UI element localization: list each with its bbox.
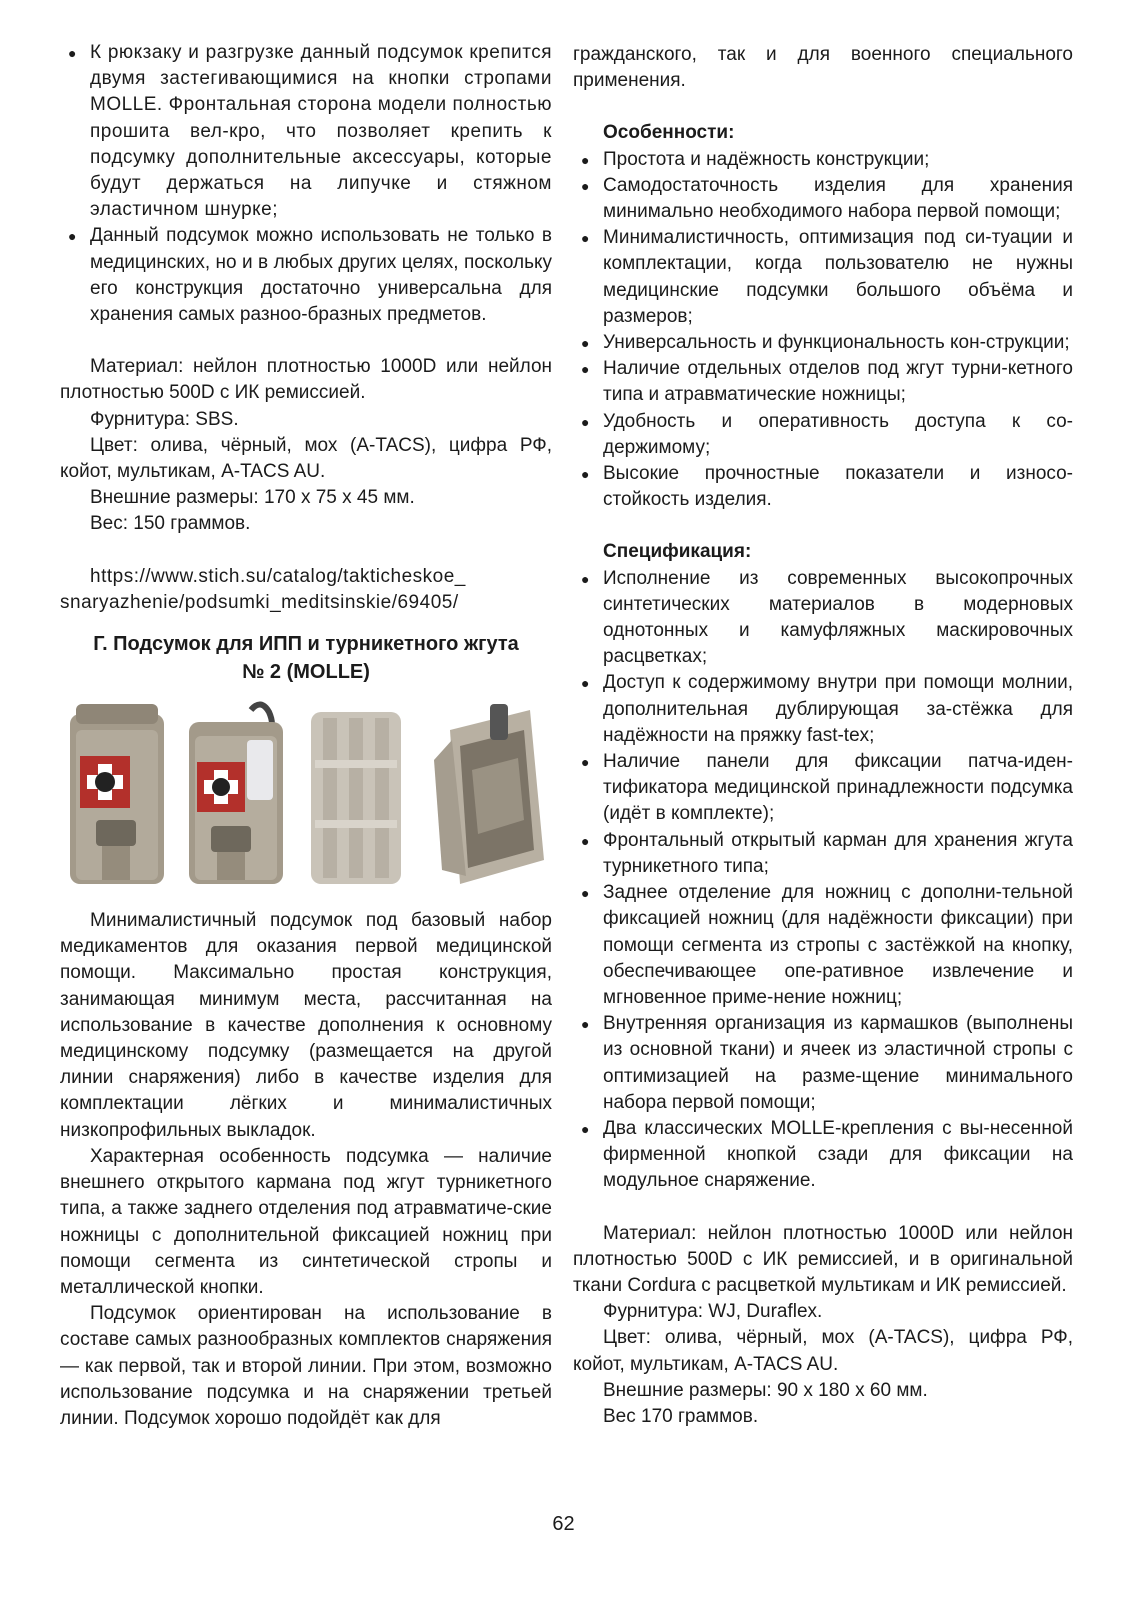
description-paragraph: Характерная особенность подсумка — наличие внешнего открытого кармана под жгут турникетного типа, а также заднего отделения под атравматиче-ские ножницы с дополнительной фиксацией ножниц при помощи сегмента из синтетической стропы и металлической кнопки. [60, 1145, 552, 1298]
dimensions-text: Внешние размеры: 170 х 75 х 45 мм. [90, 487, 415, 509]
list-item: ● Данный подсумок можно использовать не только в медицинских, но и в любых других целях, поскольку его конструкция достаточно универсальна для хранения самых разноо-бразных предметов. [60, 223, 552, 328]
list-item: ● Высокие прочностные показатели и износо-стойкость изделия. [573, 461, 1073, 513]
source-link-continued[interactable]: snaryazhenie/podsumki_meditsinskie/69405/ [60, 591, 459, 613]
pouch-interior-photo [420, 700, 550, 888]
color-text: Цвет: олива, чёрный, мох (A-TACS), цифра РФ, койот, мультикам, A-TACS AU. [573, 1327, 1073, 1375]
list-item: ● Два классических MOLLE-крепления с вы-несенной фирменной кнопкой сзади для фиксации на модульное снаряжение. [573, 1116, 1073, 1195]
dimensions-text: Внешние размеры: 90 х 180 х 60 мм. [603, 1379, 928, 1401]
pouch-back-photo [301, 700, 411, 888]
left-bullet-list [60, 40, 552, 328]
material-text: Материал: нейлон плотностью 1000D или нейлон плотностью 500D с ИК ремиссией. [60, 356, 552, 404]
list-item: ● Внутренняя организация из кармашков (выполнены из основной ткани) и ячеек из эластичной стропы с оптимизацией на разме-щение минимального набора первой помощи; [573, 1011, 1073, 1116]
list-item: ● Фронтальный открытый карман для хранения жгута турникетного типа; [573, 828, 1073, 880]
color-text: Цвет: олива, чёрный, мох (A-TACS), цифра РФ, койот, мультикам, A-TACS AU. [60, 434, 552, 483]
intro-continuation: гражданского, так и для военного специального применения. [573, 44, 1073, 92]
list-item: ● Заднее отделение для ножниц с дополни-тельной фиксацией ножниц (для надёжности фиксации) при помощи сегмента из стропы с застёжкой на кнопку, обеспечивающее опе-ративное извлечение и мгновенное приме-нение ножниц; [573, 880, 1073, 1011]
right-column [573, 42, 1073, 1430]
source-link[interactable]: https://www.stich.su/catalog/takticheskoe_ [90, 565, 466, 587]
list-item: ● Универсальность и функциональность кон-струкции; [573, 330, 1073, 356]
fittings-text: Фурнитура: SBS. [90, 408, 239, 430]
product-photos [62, 700, 550, 888]
list-item: ● Простота и надёжность конструкции; [573, 147, 1073, 173]
material-text: Материал: нейлон плотностью 1000D или нейлон плотностью 500D с ИК ремиссией, и в оригинальной ткани Cordura с расцветкой мультикам и ИК ремиссией. [573, 1222, 1073, 1296]
weight-text: Вес 170 граммов. [603, 1405, 759, 1427]
pouch-front-photo [62, 700, 172, 888]
description-paragraph: Подсумок ориентирован на использование в составе самых разнообразных комплектов снаряжения — как первой, так и второй линии. При этом, возможно использование подсумка и на снаряжении третьей линии. Подсумок хорошо подойдёт как для [60, 1303, 552, 1429]
list-item: ● Наличие панели для фиксации патча-иден-тификатора медицинской принадлежности подсумка (идёт в комплекте); [573, 749, 1073, 828]
spec-list [573, 566, 1073, 1195]
features-heading: Особенности: [603, 122, 735, 144]
weight-text: Вес: 150 граммов. [90, 513, 251, 535]
description-paragraph: Минималистичный подсумок под базовый набор медикаментов для оказания первой медицинской помощи. Максимально простая конструкция, занимающая минимум места, рассчитанная на использование в качестве дополнения к основному медицинскому подсумку (размещается на другой линии снаряжения) либо в качестве изделия для комплектации лёгких и минималистичных низкопрофильных выкладок. [60, 910, 552, 1141]
spec-heading: Спецификация: [603, 541, 752, 563]
list-item: ● Минималистичность, оптимизация под си-туации и комплектации, когда пользователю не нужны медицинские подсумки большого объёма и размеров; [573, 225, 1073, 330]
fittings-text: Фурнитура: WJ, Duraflex. [603, 1301, 823, 1323]
pouch-open-photo [181, 700, 291, 888]
list-item: ● Наличие отдельных отделов под жгут турни-кетного типа и атравматические ножницы; [573, 356, 1073, 408]
left-column [60, 40, 552, 1432]
list-item: ● К рюкзаку и разгрузке данный подсумок крепится двумя застегивающимися на кнопки стропами MOLLE. Фронтальная сторона модели полностью прошита вел-кро, что позволяет крепить к подсумку дополнительные аксессуары, которые будут держаться на липучке и стяжном эластичном шнурке; [60, 40, 552, 223]
features-list [573, 147, 1073, 514]
list-item: ● Исполнение из современных высокопрочных синтетических материалов в модерновых однотонных и камуфляжных маскировочных расцветках; [573, 566, 1073, 671]
list-item: ● Доступ к содержимому внутри при помощи молнии, дополнительная дублирующая за-стёжка для надёжности на пряжку fast-tex; [573, 670, 1073, 749]
section-title-number: № 2 (MOLLE) [242, 661, 370, 684]
list-item: ● Удобность и оперативность доступа к со-держимому; [573, 409, 1073, 461]
page-number: 62 [552, 1513, 575, 1535]
section-title: Г. Подсумок для ИПП и турникетного жгута [93, 633, 519, 656]
list-item: ● Самодостаточность изделия для хранения минимально необходимого набора первой помощи; [573, 173, 1073, 225]
